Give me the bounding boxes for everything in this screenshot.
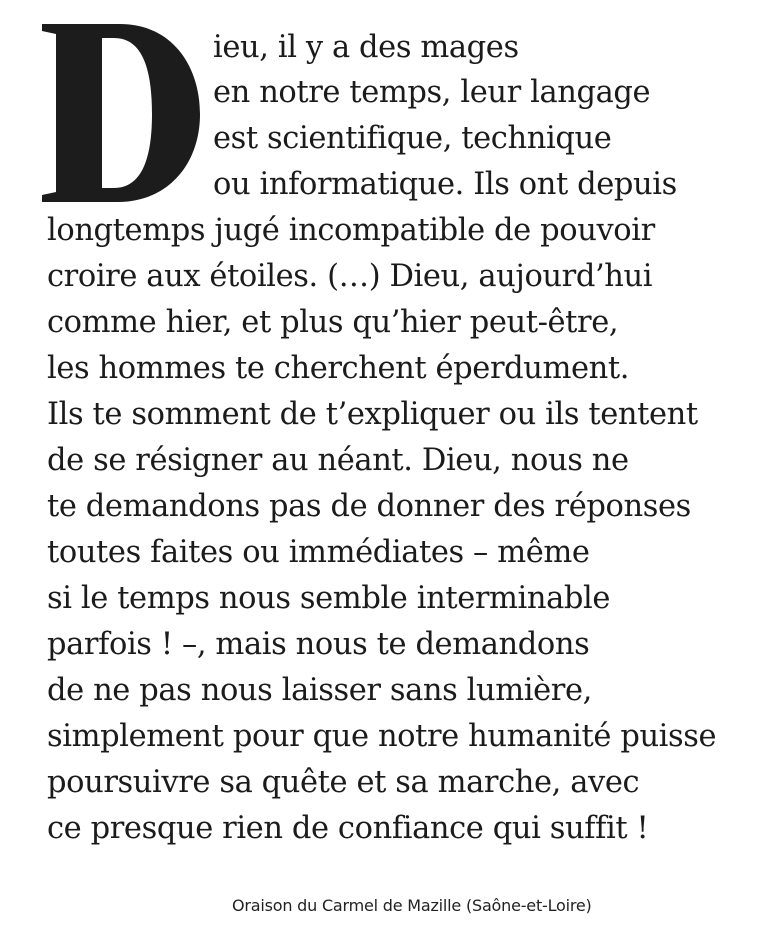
text-line-18: ce presque rien de confiance qui suffit ! [47, 811, 649, 846]
signature: Oraison du Carmel de Mazille (Saône-et-Loire) [232, 896, 592, 915]
text-line-8: les hommes te cherchent éperdument. [47, 351, 630, 386]
text-line-6: croire aux étoiles. (…) Dieu, aujourd’hui [47, 259, 653, 294]
text-line-5: longtemps jugé incompatible de pouvoir [47, 213, 655, 248]
text-line-17: poursuivre sa quête et sa marche, avec [47, 765, 640, 800]
drop-cap-d [40, 22, 200, 204]
drop-cap-glyph [40, 22, 200, 204]
text-line-13: si le temps nous semble interminable [47, 581, 611, 616]
text-line-14: parfois ! –, mais nous te demandons [47, 627, 590, 662]
text-line-9: Ils te somment de t’expliquer ou ils tentent [47, 397, 698, 432]
text-line-3: est scientifique, technique [213, 121, 612, 156]
text-line-12: toutes faites ou immédiates – même [47, 535, 590, 570]
text-line-1: ieu, il y a des mages [213, 30, 519, 65]
text-line-16: simplement pour que notre humanité puisse [47, 719, 717, 754]
text-line-11: te demandons pas de donner des réponses [47, 489, 691, 524]
text-line-7: comme hier, et plus qu’hier peut-être, [47, 305, 619, 340]
text-line-10: de se résigner au néant. Dieu, nous ne [47, 443, 629, 478]
text-line-15: de ne pas nous laisser sans lumière, [47, 673, 592, 708]
text-line-4: ou informatique. Ils ont depuis [213, 167, 677, 202]
text-line-2: en notre temps, leur langage [213, 75, 651, 110]
